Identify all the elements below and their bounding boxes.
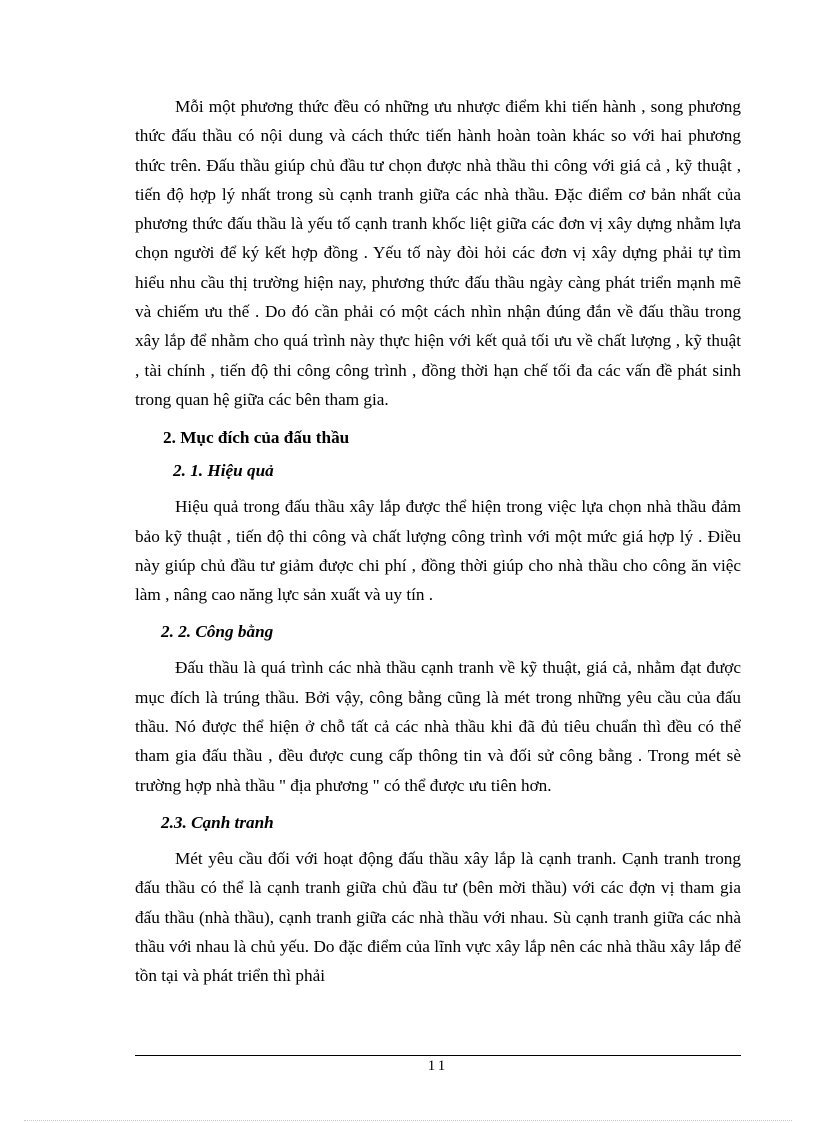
paragraph-efficiency: Hiệu quả trong đấu thầu xây lắp được thể hiện trong việc lựa chọn nhà thầu đảm bảo kỹ thuật , tiến độ thi công và chất lượng công trình với một mức giá hợp lý . Điều này giúp chủ đầu tư giảm được chi phí , đồng thời giúp cho nhà thầu cho công ăn việc làm , nâng cao năng lực sản xuất và uy tín . [135,497,741,605]
page-body [135,92,741,990]
page-number: 11 [427,1058,449,1074]
footer-divider [135,1055,741,1056]
page-edge-dotted-line [24,1120,792,1121]
subsection-heading-fairness: 2. 2. Công bằng [161,622,274,642]
paragraph-competition: Mét yêu cầu đối với hoạt động đấu thầu xây lắp là cạnh tranh. Cạnh tranh trong đấu thầu có thể là cạnh tranh giữa chủ đầu tư (bên mời thầu) với các đợn vị tham gia đấu thầu (nhà thầu), cạnh tranh giữa các nhà thầu với nhau. Sù cạnh tranh giữa các nhà thầu với nhau là chủ yếu. Do đặc điểm của lĩnh vực xây lắp nên các nhà thầu xây lắp để tồn tại và phát triển thì phải [135,848,741,986]
paragraph-fairness: Đấu thầu là quá trình các nhà thầu cạnh tranh về kỹ thuật, giá cả, nhằm đạt được mục đích là trúng thầu. Bởi vậy, công bằng cũng là mét trong những yêu cầu của đấu thầu. Nó được thể hiện ở chỗ tất cả các nhà thầu khi đã đủ tiêu chuẩn thì đều có thể tham gia đấu thầu , đều được cung cấp thông tin và đối sử công bằng . Trong mét sè trường hợp nhà thầu " địa phương " có thể được ưu tiên hơn. [135,658,741,795]
section-heading-purpose: 2. Mục đích của đấu thầu [163,428,350,448]
paragraph-methods-comparison: Mỗi một phương thức đều có những ưu nhược điểm khi tiến hành , song phương thức đấu thầu có nội dung và cách thức tiến hành hoàn toàn khác so với hai phương thức trên. Đấu thầu giúp chủ đầu tư chọn được nhà thầu thi công với giá cả , kỹ thuật , tiến độ hợp lý nhất trong sù cạnh tranh giữa các nhà thầu. Đặc điểm cơ bản nhất của phương thức đấu thầu là yếu tố cạnh tranh khốc liệt giữa các đơn vị xây dựng nhằm lựa chọn người để ký kết hợp đồng . Yếu tố này đòi hỏi các đơn vị xây dựng phải tự tìm hiểu nhu cầu thị trường hiện nay, phương thức đấu thầu ngày càng phát triển mạnh mẽ và chiếm ưu thế . Do đó cần phải có một cách nhìn nhận đúng đắn về đấu thầu trong xây lắp để nhằm cho quá trình này thực hiện với kết quả tối ưu về chất lượng , kỹ thuật , tài chính , tiến độ thi công công trình , đồng thời hạn chế tối đa các vấn đề phát sinh trong quan hệ giữa các bên tham gia. [135,97,741,409]
subsection-heading-efficiency: 2. 1. Hiệu quả [173,461,274,481]
subsection-heading-competition: 2.3. Cạnh tranh [161,812,274,832]
